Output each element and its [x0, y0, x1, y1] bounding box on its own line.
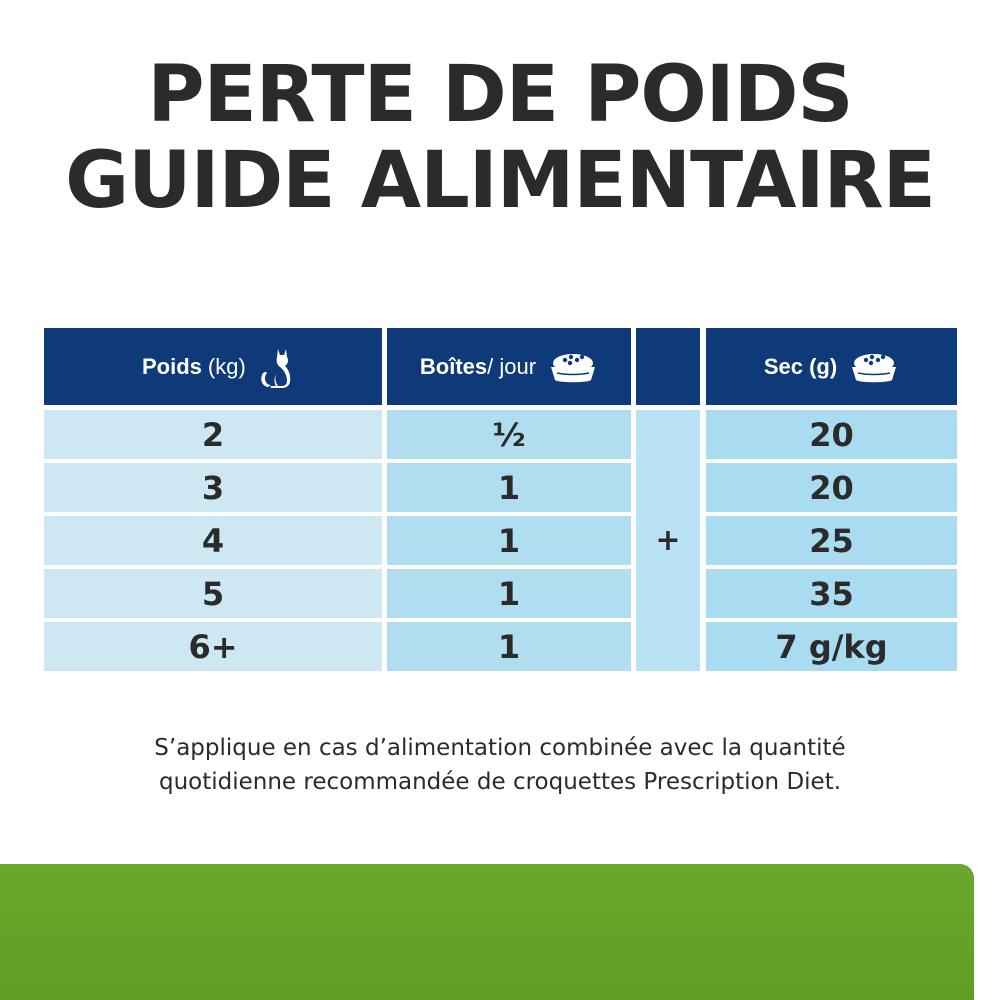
- cell-weight: 4: [44, 516, 382, 565]
- food-bowl-icon: [849, 349, 899, 385]
- cat-icon: [258, 345, 294, 389]
- brand-green-band: [0, 864, 974, 1000]
- footnote-line-1: S’applique en cas d’alimentation combinée avec la quantité: [154, 735, 846, 761]
- header-dry-label: Sec (g): [763, 353, 838, 379]
- combine-plus-sign: +: [636, 410, 700, 671]
- header-weight: [44, 328, 382, 405]
- header-cans-unit: / jour: [487, 353, 537, 379]
- cell-dry: 7 g/kg: [706, 622, 957, 671]
- cell-weight: 2: [44, 410, 382, 459]
- cell-cans: ½: [387, 410, 631, 459]
- header-cans: [387, 328, 631, 405]
- cell-weight: 5: [44, 569, 382, 618]
- cell-dry: 20: [706, 463, 957, 512]
- page-title: [0, 52, 1000, 224]
- food-bowl-icon: [548, 349, 598, 385]
- footnote-line-2: quotidienne recommandée de croquettes Prescription Diet.: [158, 769, 842, 795]
- header-cans-label: Boîtes: [419, 353, 488, 379]
- footnote: [0, 731, 1000, 799]
- header-spacer: [636, 328, 700, 405]
- cell-cans: 1: [387, 463, 631, 512]
- cell-weight: 6+: [44, 622, 382, 671]
- cell-dry: 35: [706, 569, 957, 618]
- cell-cans: 1: [387, 516, 631, 565]
- cell-cans: 1: [387, 622, 631, 671]
- header-weight-label: Poids: [142, 353, 202, 379]
- feeding-guide-table: [44, 328, 957, 671]
- cell-dry: 25: [706, 516, 957, 565]
- cell-cans: 1: [387, 569, 631, 618]
- header-dry: [706, 328, 957, 405]
- cell-weight: 3: [44, 463, 382, 512]
- title-line-1: PERTE DE POIDS: [147, 50, 853, 140]
- cell-dry: 20: [706, 410, 957, 459]
- title-line-2: GUIDE ALIMENTAIRE: [65, 136, 935, 226]
- header-weight-unit: (kg): [207, 353, 246, 379]
